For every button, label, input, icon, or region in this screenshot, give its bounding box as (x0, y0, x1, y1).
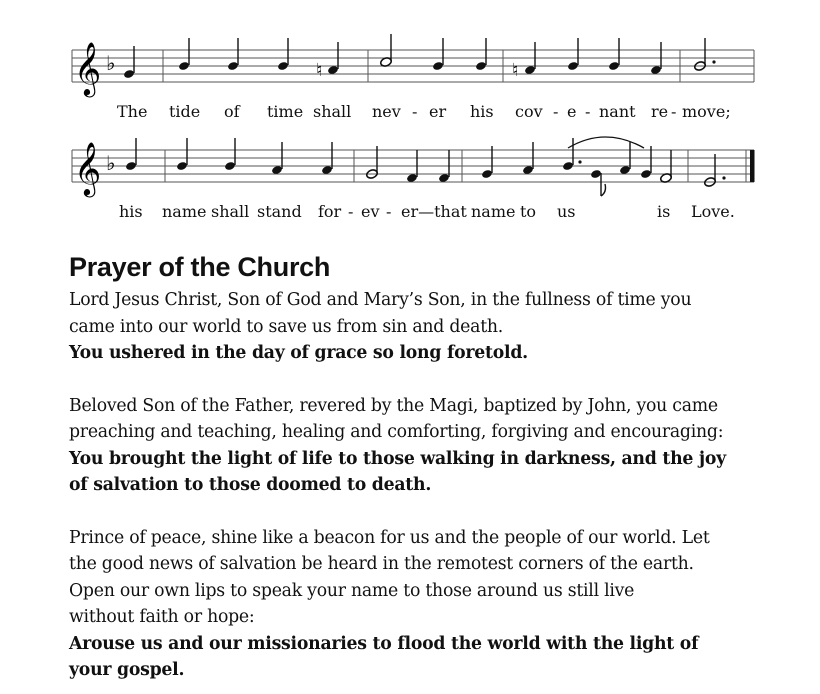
note (590, 169, 602, 179)
lyric-syllable: move; (682, 102, 731, 121)
natural-sign-icon: ♮ (512, 60, 519, 81)
lyric-syllable: e (567, 102, 577, 121)
lyric-syllable: us (557, 202, 576, 221)
note (432, 61, 444, 71)
prayer-response: You brought the light of life to those walking in darkness, and the joy (69, 448, 726, 469)
lyrics-line-2 (119, 202, 735, 221)
lyric-syllable: for (318, 202, 342, 221)
lyric-syllable: time (267, 102, 304, 121)
prayer-response: your gospel. (69, 660, 185, 680)
lyric-syllable: - (585, 102, 591, 121)
note (125, 161, 137, 171)
lyrics-line-1 (117, 102, 731, 121)
stanza-gap (69, 499, 769, 525)
lyric-syllable: ev (361, 202, 380, 221)
lyric-syllable: The (117, 102, 148, 121)
lyric-syllable: - (412, 102, 418, 121)
note (562, 161, 574, 171)
hymn-score (0, 0, 820, 240)
lyric-syllable: - (553, 102, 559, 121)
prayer-line: preaching and teaching, healing and comforting, forgiving and encouraging: (69, 422, 724, 442)
lyric-syllable: tide (169, 102, 201, 121)
note (567, 61, 579, 71)
stanza-gap (69, 367, 769, 393)
note (224, 161, 236, 171)
prayer-response: You ushered in the day of grace so long foretold. (69, 343, 528, 363)
lyric-syllable: his (470, 102, 494, 121)
lyric-syllable: - (386, 202, 392, 221)
lyric-syllable: Love. (691, 202, 735, 221)
lyric-syllable: shall (211, 202, 250, 221)
lyric-syllable: of (224, 102, 240, 121)
note (178, 61, 190, 71)
note (608, 61, 620, 71)
prayer-response: Arouse us and our missionaries to flood the world with the light of (69, 633, 699, 654)
lyric-syllable: name (471, 202, 516, 221)
prayer-line: Prince of peace, shine like a beacon for us and the people of our world. Let (69, 527, 710, 548)
note (481, 169, 493, 179)
lyric-syllable: - (671, 102, 677, 121)
lyric-syllable: to (520, 202, 537, 221)
lyric-syllable: name (162, 202, 207, 221)
lyric-syllable: stand (257, 202, 302, 221)
prayer-line: the good news of salvation be heard in the remotest corners of the earth. (69, 554, 694, 574)
prayer-line: came into our world to save us from sin and death. (69, 316, 504, 337)
note (640, 169, 652, 179)
prayer-line: without faith or hope: (69, 607, 255, 627)
lyric-syllable: cov (515, 102, 543, 121)
lyric-syllable: nant (599, 102, 636, 121)
treble-clef-icon-1: 𝄞 (74, 41, 102, 95)
slur (568, 137, 644, 148)
dot (578, 160, 581, 163)
dot (712, 60, 715, 63)
dot (722, 176, 725, 179)
prayer-line: Lord Jesus Christ, Son of God and Mary’s Son, in the fullness of time you (69, 290, 692, 310)
note (277, 61, 289, 71)
note (176, 161, 188, 171)
lyric-syllable: er (429, 102, 447, 121)
note (123, 69, 135, 79)
lyric-syllable: shall (313, 102, 352, 121)
section-heading: Prayer of the Church (69, 252, 331, 282)
lyric-syllable: re (651, 102, 669, 121)
prayer-line: Open our own lips to speak your name to those around us still live (69, 580, 635, 601)
staff-system-1 (72, 50, 754, 82)
note (475, 61, 487, 71)
lyric-syllable: is (657, 202, 671, 221)
lyric-syllable: - (348, 202, 354, 221)
prayer-line: Beloved Son of the Father, revered by the Magi, baptized by John, you came (69, 395, 718, 416)
note (227, 61, 239, 71)
natural-sign-icon: ♮ (316, 60, 323, 81)
flat-key-signature-icon-1: ♭ (106, 51, 116, 75)
lyric-syllable: his (119, 202, 143, 221)
prayer-response: of salvation to those doomed to death. (69, 475, 432, 495)
lyric-syllable: er—that (401, 202, 467, 221)
prayer-of-the-church (69, 252, 769, 684)
final-barline (750, 150, 755, 182)
lyric-syllable: nev (372, 102, 401, 121)
treble-clef-icon-2: 𝄞 (74, 141, 102, 195)
flat-key-signature-icon-2: ♭ (106, 151, 116, 175)
